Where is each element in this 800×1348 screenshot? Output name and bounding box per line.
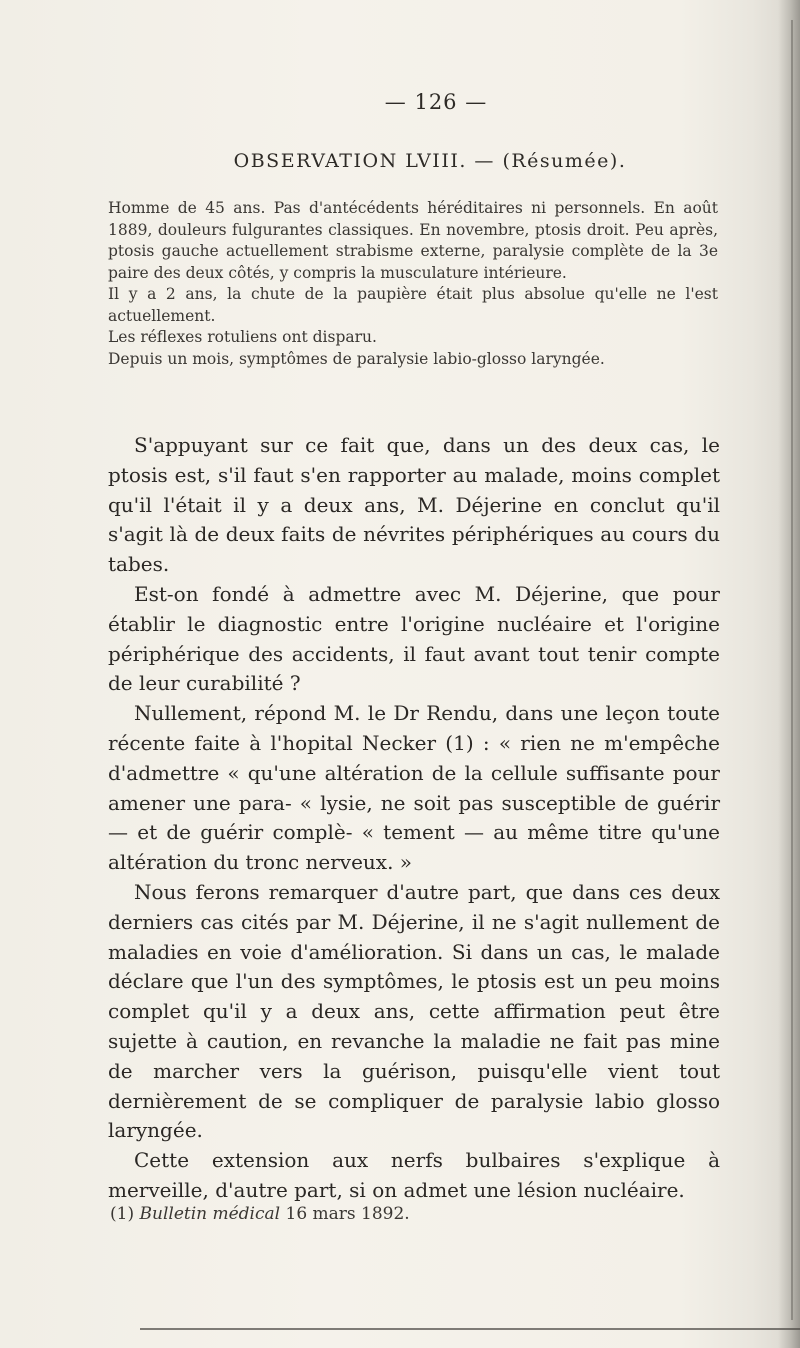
observation-title: OBSERVATION LVIII. — (Résumée). xyxy=(233,150,627,172)
page-edge-shadow xyxy=(778,0,800,1348)
observation-summary xyxy=(108,198,718,370)
footnote-source: Bulletin médical xyxy=(139,1204,281,1224)
bottom-rule xyxy=(140,1328,800,1330)
main-text xyxy=(108,431,720,1206)
footnote xyxy=(110,1204,720,1224)
footnote-date: 16 mars 1892. xyxy=(285,1204,410,1224)
summary-paragraph: Depuis un mois, symptômes de paralysie labio-glosso laryngée. xyxy=(108,349,605,368)
body-paragraph: Nullement, répond M. le Dr Rendu, dans une leçon toute récente faite à l'hopital Necker (1) : « rien ne m'empêche d'admettre « qu'une altération de la cellule suffisante pour amener une para- « lysie, ne soit pas susceptible de guérir — et de guérir complè- « tement — au même titre qu'une altération du tronc nerveux. » xyxy=(108,701,720,875)
body-paragraph: Cette extension aux nerfs bulbaires s'explique à merveille, d'autre part, si on admet une lésion nucléaire. xyxy=(108,1148,720,1202)
summary-paragraph: Homme de 45 ans. Pas d'antécédents héréditaires ni personnels. En août 1889, douleurs fulgurantes classiques. En novembre, ptosis droit. Peu après, ptosis gauche actuellement strabisme externe, paralysie complète de la 3e paire des deux côtés, y compris la musculature intérieure. xyxy=(108,199,718,282)
binding-line xyxy=(791,20,793,1320)
body-paragraph: S'appuyant sur ce fait que, dans un des deux cas, le ptosis est, s'il faut s'en rapporter au malade, moins complet qu'il l'était il y a deux ans, M. Déjerine en conclut qu'il s'agit là de deux faits de névrites périphériques au cours du tabes. xyxy=(108,433,720,577)
summary-paragraph: Les réflexes rotuliens ont disparu. xyxy=(108,328,377,346)
body-paragraph: Nous ferons remarquer d'autre part, que dans ces deux derniers cas cités par M. Déjerine, il ne s'agit nullement de maladies en voie d'amélioration. Si dans un cas, le malade déclare que l'un des symptômes, le ptosis est un peu moins complet qu'il y a deux ans, cette affirmation peut être sujette à caution, en revanche la maladie ne fait pas mine de marcher vers la guérison, puisqu'elle vient tout dernièrement de se compliquer de paralysie labio glosso laryngée. xyxy=(108,879,720,1143)
footnote-mark: (1) xyxy=(110,1204,135,1224)
body-paragraph: Est-on fondé à admettre avec M. Déjerine, que pour établir le diagnostic entre l'origine nucléaire et l'origine périphérique des accidents, il faut avant tout tenir compte de leur curabilité ? xyxy=(108,581,720,696)
summary-paragraph: Il y a 2 ans, la chute de la paupière était plus absolue qu'elle ne l'est actuellement. xyxy=(108,285,718,325)
page-number: — 126 — xyxy=(384,90,488,114)
